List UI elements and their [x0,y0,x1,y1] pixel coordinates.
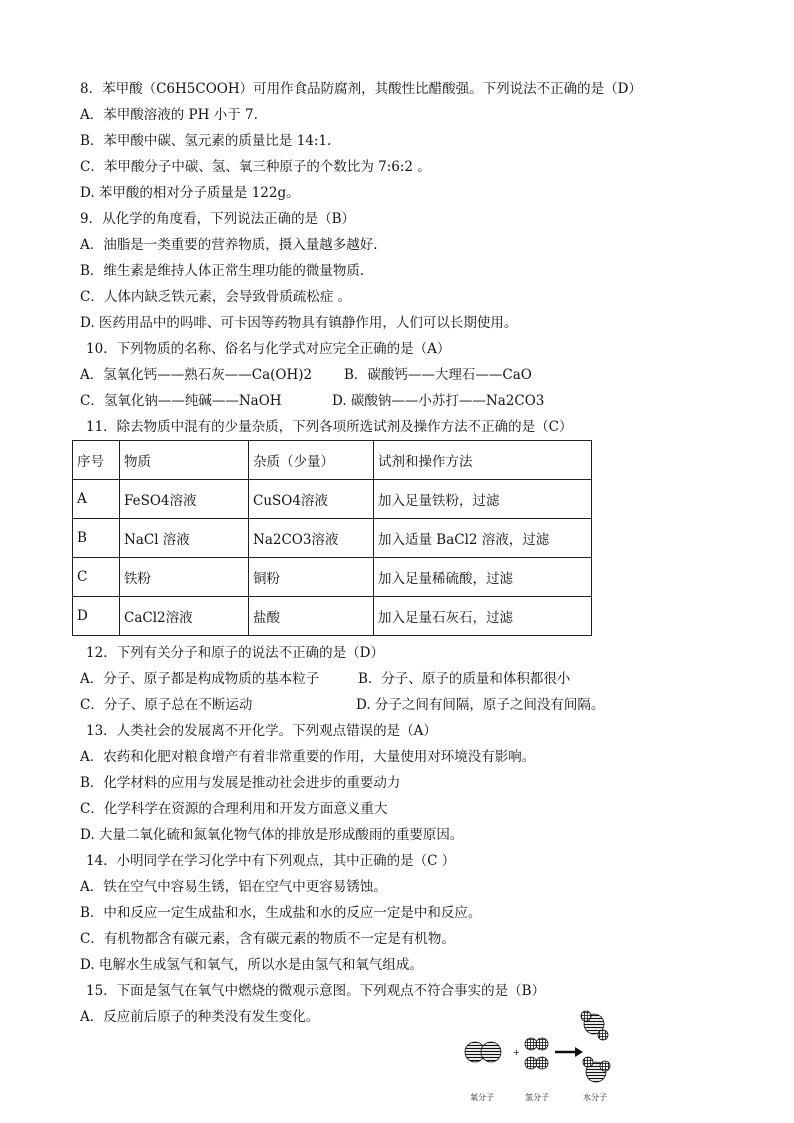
oxygen-molecule-icon [465,1042,501,1062]
plus-sign: + [513,1048,520,1057]
q8-option-d: D. 苯甲酸的相对分子质量是 122g。 [80,185,300,201]
q13-option-a: A．农药和化肥对粮食增产有着非常重要的作用，大量使用对环境没有影响。 [80,749,536,765]
q12-option-c: C．分子、原子总在不断运动 [80,697,253,713]
q10-option-b: B．碳酸钙——大理石——CaO [344,367,532,383]
molecule-reaction-diagram [460,1008,620,1120]
reaction-arrow-icon [555,1047,583,1057]
q13-stem: 13．人类社会的发展离不开化学。下列观点错误的是（A） [86,723,437,739]
table-row [73,480,592,519]
q13-option-d: D. 大量二氧化硫和氮氧化物气体的排放是形成酸雨的重要原因。 [80,827,464,843]
water-molecule-icon [581,1011,610,1082]
q8-stem: 8．苯甲酸（C6H5COOH）可用作食品防腐剂，其酸性比醋酸强。下列说法不正确的是（D） [80,81,642,97]
q10-option-a: A．氢氧化钙——熟石灰——Ca(OH)2 [80,367,313,383]
table-cell: C [73,558,120,597]
table-cell: 加入足量铁粉，过滤 [374,480,592,519]
q9-option-d: D. 医药用品中的吗啡、可卡因等药物具有镇静作用，人们可以长期使用。 [80,315,518,331]
table-cell: 加入足量石灰石，过滤 [374,597,592,636]
table-cell: NaCl 溶液 [120,519,249,558]
q11-stem: 11．除去物质中混有的少量杂质，下列各项所选试剂及操作方法不正确的是（C） [86,419,573,435]
header-cell: 序号 [73,441,120,480]
table-cell: D [73,597,120,636]
q9-option-b: B．维生素是维持人体正常生理功能的微量物质. [80,263,365,279]
q9-option-a: A．油脂是一类重要的营养物质，摄入量越多越好. [80,237,378,253]
table-row [73,597,592,636]
q14-option-d: D. 电解水生成氢气和氧气，所以水是由氢气和氧气组成。 [80,957,423,973]
table-cell: 铁粉 [120,558,249,597]
q14-option-b: B．中和反应一定生成盐和水，生成盐和水的反应一定是中和反应。 [80,905,482,921]
q11-table [72,440,592,636]
q14-option-a: A．铁在空气中容易生锈，铝在空气中更容易锈蚀。 [80,879,387,895]
table-row [73,558,592,597]
q13-option-b: B．化学材料的应用与发展是推动社会进步的重要动力 [80,775,401,791]
q8-option-a: A．苯甲酸溶液的 PH 小于 7. [80,107,258,123]
table-cell: A [73,480,120,519]
q12-option-b: B．分子、原子的质量和体积都很小 [358,671,571,687]
q8-option-b: B．苯甲酸中碳、氢元素的质量比是 14:1. [80,133,332,149]
q15-option-a: A．反应前后原子的种类没有发生变化。 [80,1009,320,1025]
header-cell: 物质 [120,441,249,480]
oxygen-molecule-label: 氧分子 [470,1093,494,1102]
water-molecule-label: 水分子 [583,1093,607,1102]
table-cell: FeSO4溶液 [120,480,249,519]
header-cell: 试剂和操作方法 [374,441,592,480]
q9-stem: 9．从化学的角度看，下列说法正确的是（B） [80,211,356,227]
header-cell: 杂质（少量） [249,441,374,480]
hydrogen-molecule-icon [525,1038,548,1069]
q10-option-d: D. 碳酸钠——小苏打——Na2CO3 [332,393,545,409]
q10-option-c: C．氢氧化钠——纯碱——NaOH [80,393,282,409]
q13-option-c: C．化学科学在资源的合理利用和开发方面意义重大 [80,801,388,817]
hydrogen-molecule-label: 氢分子 [525,1093,549,1102]
table-cell: CaCl2溶液 [120,597,249,636]
q14-stem: 14．小明同学在学习化学中有下列观点，其中正确的是（C ） [86,853,456,869]
table-cell: 加入足量稀硫酸，过滤 [374,558,592,597]
table-cell: CuSO4溶液 [249,480,374,519]
q10-stem: 10．下列物质的名称、俗名与化学式对应完全正确的是（A） [86,341,451,357]
table-cell: 加入适量 BaCl2 溶液，过滤 [374,519,592,558]
q15-stem: 15．下面是氢气在氧气中燃烧的微观示意图。下列观点不符合事实的是（B） [86,983,546,999]
table-header-row [73,441,592,480]
table-cell: 铜粉 [249,558,374,597]
table-cell: B [73,519,120,558]
table-row [73,519,592,558]
q14-option-c: C．有机物都含有碳元素，含有碳元素的物质不一定是有机物。 [80,931,455,947]
q12-stem: 12．下列有关分子和原子的说法不正确的是（D） [86,645,385,661]
table-cell: Na2CO3溶液 [249,519,374,558]
q8-option-c: C．苯甲酸分子中碳、氢、氧三种原子的个数比为 7:6:2 。 [80,159,431,175]
q12-option-a: A．分子、原子都是构成物质的基本粒子 [80,671,320,687]
q9-option-c: C．人体内缺乏铁元素，会导致骨质疏松症 。 [80,289,352,305]
table-cell: 盐酸 [249,597,374,636]
q12-option-d: D. 分子之间有间隔，原子之间没有间隔。 [356,697,605,713]
